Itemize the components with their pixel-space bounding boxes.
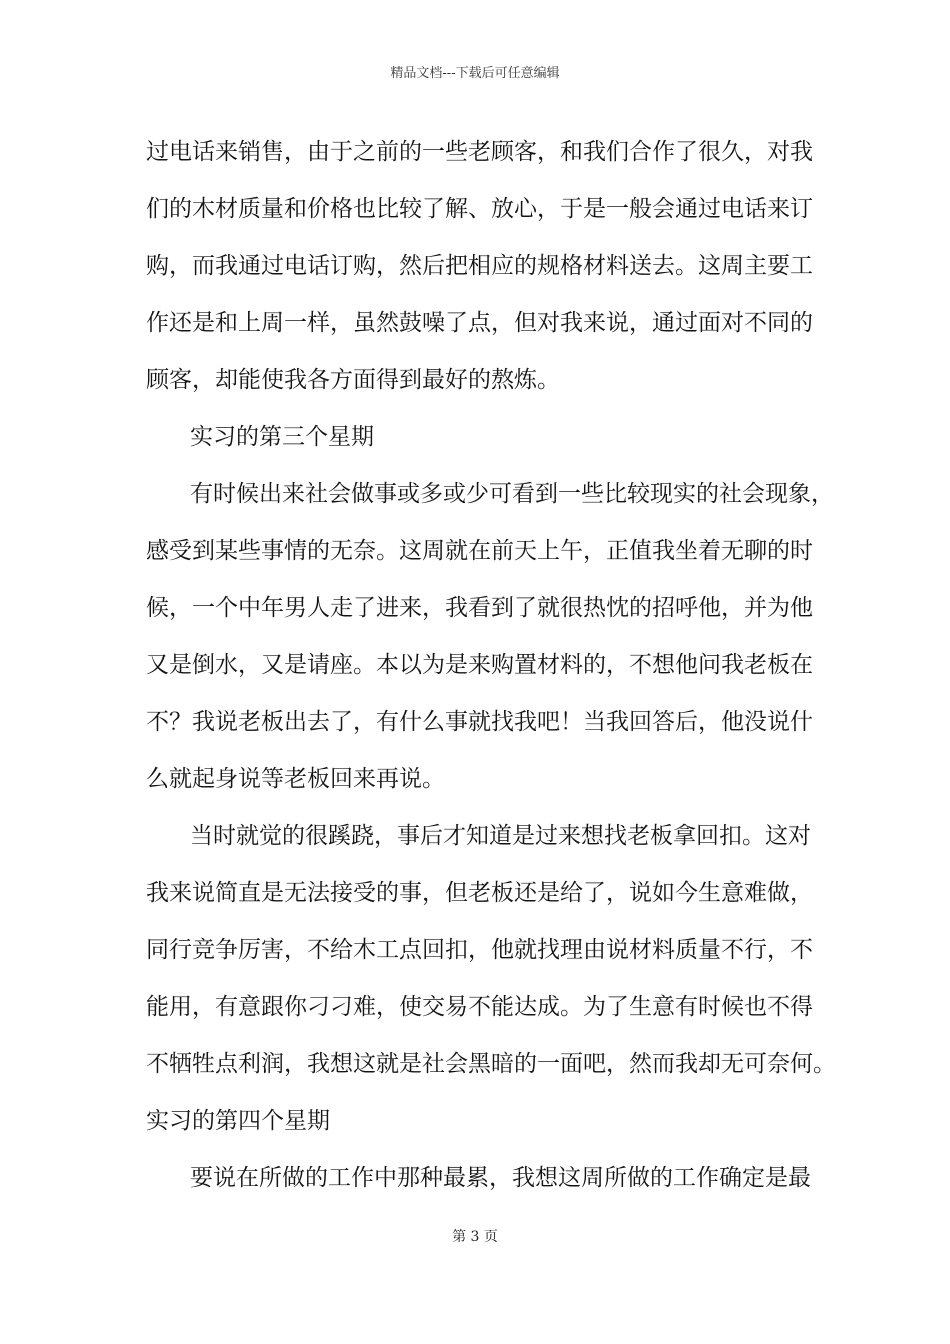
text-line: 有时候出来社会做事或多或少可看到一些比较现实的社会现象， <box>190 481 834 507</box>
text-line: 不牺牲点利润，我想这就是社会黑暗的一面吧，然而我却无可奈何。 <box>146 1051 836 1077</box>
text-line: 当时就觉的很蹊跷，事后才知道是过来想找老板拿回扣。这对 <box>190 823 811 849</box>
text-line: 候，一个中年男人走了进来，我看到了就很热忱的招呼他，并为他 <box>146 595 813 621</box>
text-line: 能用，有意跟你刁刁难，使交易不能达成。为了生意有时候也不得 <box>146 994 813 1020</box>
text-line: 顾客，却能使我各方面得到最好的熬炼。 <box>146 367 560 393</box>
text-line: 感受到某些事情的无奈。这周就在前天上午，正值我坐着无聊的时 <box>146 538 813 564</box>
page-header: 精品文档---下载后可任意编辑 <box>390 66 560 81</box>
text-line: 不？我说老板出去了，有什么事就找我吧！当我回答后，他没说什 <box>146 709 813 735</box>
section-heading-week-3: 实习的第三个星期 <box>190 424 374 450</box>
text-line: 们的木材质量和价格也比较了解、放心，于是一般会通过电话来订 <box>146 196 813 222</box>
text-line: 要说在所做的工作中那种最累，我想这周所做的工作确定是最 <box>190 1165 811 1191</box>
text-line: 过电话来销售，由于之前的一些老顾客，和我们合作了很久，对我 <box>146 139 813 165</box>
text-line: 作还是和上周一样，虽然鼓噪了点，但对我来说，通过面对不同的 <box>146 310 813 336</box>
text-line: 我来说简直是无法接受的事，但老板还是给了，说如今生意难做， <box>146 880 813 906</box>
text-line: 同行竞争厉害，不给木工点回扣，他就找理由说材料质量不行，不 <box>146 937 813 963</box>
page-number: 第 3 页 <box>452 1229 498 1245</box>
text-line: 么就起身说等老板回来再说。 <box>146 766 445 792</box>
section-heading-week-4: 实习的第四个星期 <box>146 1108 330 1134</box>
text-line: 购，而我通过电话订购，然后把相应的规格材料送去。这周主要工 <box>146 253 813 279</box>
text-line: 又是倒水，又是请座。本以为是来购置材料的，不想他问我老板在 <box>146 652 813 678</box>
